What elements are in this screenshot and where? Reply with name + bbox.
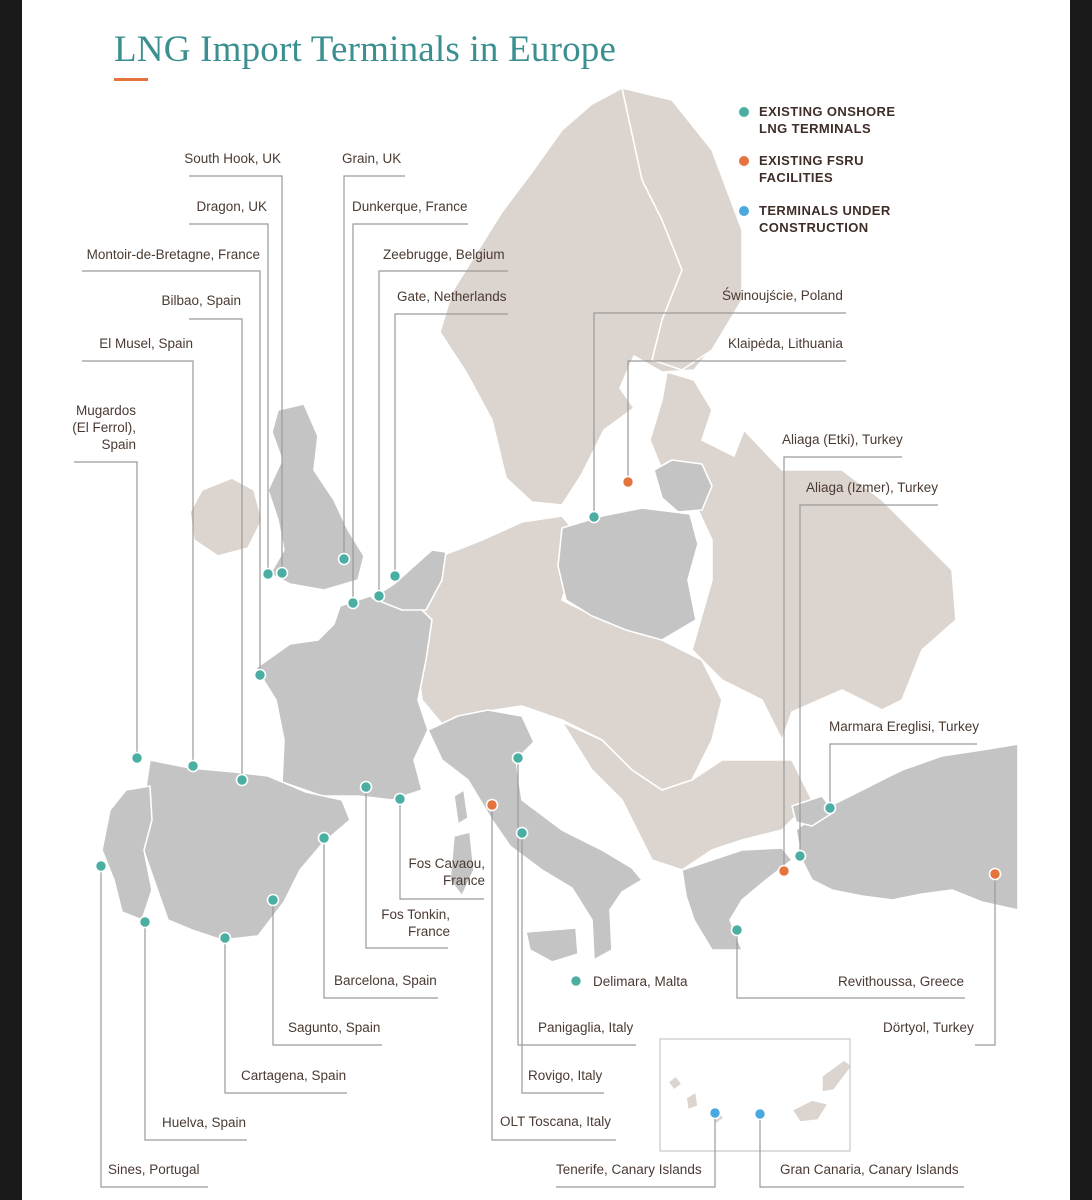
marker-aliaga-etki[interactable] xyxy=(779,866,790,877)
marker-dragon[interactable] xyxy=(263,569,274,580)
leader-line-mugardos xyxy=(74,462,137,758)
label-aliaga-etki: Aliaga (Etki), Turkey xyxy=(782,432,903,447)
marker-zeebrugge[interactable] xyxy=(374,591,385,602)
label-swinoujscie: Świnoujście, Poland xyxy=(722,288,843,303)
land-layer xyxy=(190,88,956,1124)
label-klaipeda: Klaipėda, Lithuania xyxy=(728,336,843,351)
marker-huelva[interactable] xyxy=(140,917,151,928)
legend-label xyxy=(759,152,864,186)
canary-island-2 xyxy=(686,1092,698,1110)
leader-line-dunkerque xyxy=(353,224,468,603)
label-grain: Grain, UK xyxy=(342,151,402,166)
marker-rovigo[interactable] xyxy=(517,828,528,839)
marker-fos-tonkin[interactable] xyxy=(361,782,372,793)
canary-inset-frame xyxy=(660,1039,850,1151)
legend-label xyxy=(759,202,891,236)
leader-line-panigaglia xyxy=(518,758,636,1045)
turkey xyxy=(796,744,1018,910)
marker-aliaga-izmer[interactable] xyxy=(795,851,806,862)
france xyxy=(256,596,432,800)
leader-line-huelva xyxy=(145,922,247,1140)
legend-label-line: TERMINALS UNDER xyxy=(759,203,891,218)
orange-dot-icon xyxy=(739,156,749,166)
label-sagunto: Sagunto, Spain xyxy=(288,1020,381,1035)
label-barcelona: Barcelona, Spain xyxy=(334,973,437,988)
map-page xyxy=(22,0,1070,1200)
marker-mugardos[interactable] xyxy=(132,753,143,764)
label-montoir: Montoir-de-Bretagne, France xyxy=(86,247,260,262)
marker-dunkerque[interactable] xyxy=(348,598,359,609)
label-dunkerque: Dunkerque, France xyxy=(352,199,468,214)
marker-gran-canaria[interactable] xyxy=(755,1109,766,1120)
legend-label-line: LNG TERMINALS xyxy=(759,121,872,136)
label-line: (El Ferrol), xyxy=(72,420,136,435)
portugal xyxy=(102,786,152,920)
page-title: LNG Import Terminals in Europe xyxy=(114,29,617,70)
legend-label-line: EXISTING FSRU xyxy=(759,153,864,168)
legend-label-line: EXISTING ONSHORE xyxy=(759,104,896,119)
label-line: Spain xyxy=(101,437,136,452)
marker-marmara[interactable] xyxy=(825,803,836,814)
label-south-hook: South Hook, UK xyxy=(184,151,281,166)
sicily xyxy=(526,928,578,962)
marker-swinoujscie[interactable] xyxy=(589,512,600,523)
canary-island-3 xyxy=(792,1100,828,1122)
label-line: Fos Cavaou, xyxy=(408,856,485,871)
label-el-musel: El Musel, Spain xyxy=(99,336,193,351)
canary-island-1 xyxy=(668,1076,682,1090)
label-rovigo: Rovigo, Italy xyxy=(528,1068,603,1083)
marker-panigaglia[interactable] xyxy=(513,753,524,764)
title-accent-rule xyxy=(114,78,148,81)
marker-montoir[interactable] xyxy=(255,670,266,681)
label-panigaglia: Panigaglia, Italy xyxy=(538,1020,634,1035)
label-sines: Sines, Portugal xyxy=(108,1162,200,1177)
label-marmara: Marmara Ereglisi, Turkey xyxy=(829,719,980,734)
label-mugardos xyxy=(72,402,136,453)
label-gran-canaria: Gran Canaria, Canary Islands xyxy=(780,1162,959,1177)
label-revithoussa: Revithoussa, Greece xyxy=(838,974,965,989)
label-line: France xyxy=(407,924,450,939)
marker-sagunto[interactable] xyxy=(268,895,279,906)
marker-revithoussa[interactable] xyxy=(732,925,743,936)
label-bilbao: Bilbao, Spain xyxy=(161,293,241,308)
label-fos-cavaou xyxy=(408,855,485,889)
label-dortyol: Dörtyol, Turkey xyxy=(883,1020,974,1035)
label-olt-toscana: OLT Toscana, Italy xyxy=(500,1114,612,1129)
marker-bilbao[interactable] xyxy=(237,775,248,786)
marker-klaipeda[interactable] xyxy=(623,477,634,488)
legend-label xyxy=(759,103,895,137)
legend-label-line: CONSTRUCTION xyxy=(759,220,869,235)
label-line: France xyxy=(442,873,485,888)
teal-dot-icon xyxy=(739,107,749,117)
label-dragon: Dragon, UK xyxy=(196,199,267,214)
marker-south-hook[interactable] xyxy=(277,568,288,579)
label-huelva: Huelva, Spain xyxy=(162,1115,247,1130)
marker-tenerife[interactable] xyxy=(710,1108,721,1119)
label-delimara: Delimara, Malta xyxy=(593,974,688,989)
marker-fos-cavaou[interactable] xyxy=(395,794,406,805)
legend-label-line: FACILITIES xyxy=(759,170,834,185)
marker-delimara[interactable] xyxy=(571,976,582,987)
canary-island-4 xyxy=(822,1060,852,1092)
label-cartagena: Cartagena, Spain xyxy=(241,1068,347,1083)
marker-el-musel[interactable] xyxy=(188,761,199,772)
label-line: Fos Tonkin, xyxy=(381,907,450,922)
marker-sines[interactable] xyxy=(96,861,107,872)
label-zeebrugge: Zeebrugge, Belgium xyxy=(383,247,505,262)
blue-dot-icon xyxy=(739,206,749,216)
marker-olt-toscana[interactable] xyxy=(487,800,498,811)
label-fos-tonkin xyxy=(381,906,450,940)
ireland-land xyxy=(190,478,262,556)
marker-dortyol[interactable] xyxy=(990,869,1001,880)
marker-barcelona[interactable] xyxy=(319,833,330,844)
marker-grain[interactable] xyxy=(339,554,350,565)
label-aliaga-izmer: Aliaga (Izmer), Turkey xyxy=(806,480,939,495)
marker-cartagena[interactable] xyxy=(220,933,231,944)
marker-gate[interactable] xyxy=(390,571,401,582)
label-line: Mugardos xyxy=(75,403,136,418)
lithuania xyxy=(654,460,712,512)
corsica xyxy=(454,790,468,824)
label-tenerife: Tenerife, Canary Islands xyxy=(556,1162,702,1177)
label-gate: Gate, Netherlands xyxy=(397,289,507,304)
leader-line-montoir xyxy=(82,271,260,675)
